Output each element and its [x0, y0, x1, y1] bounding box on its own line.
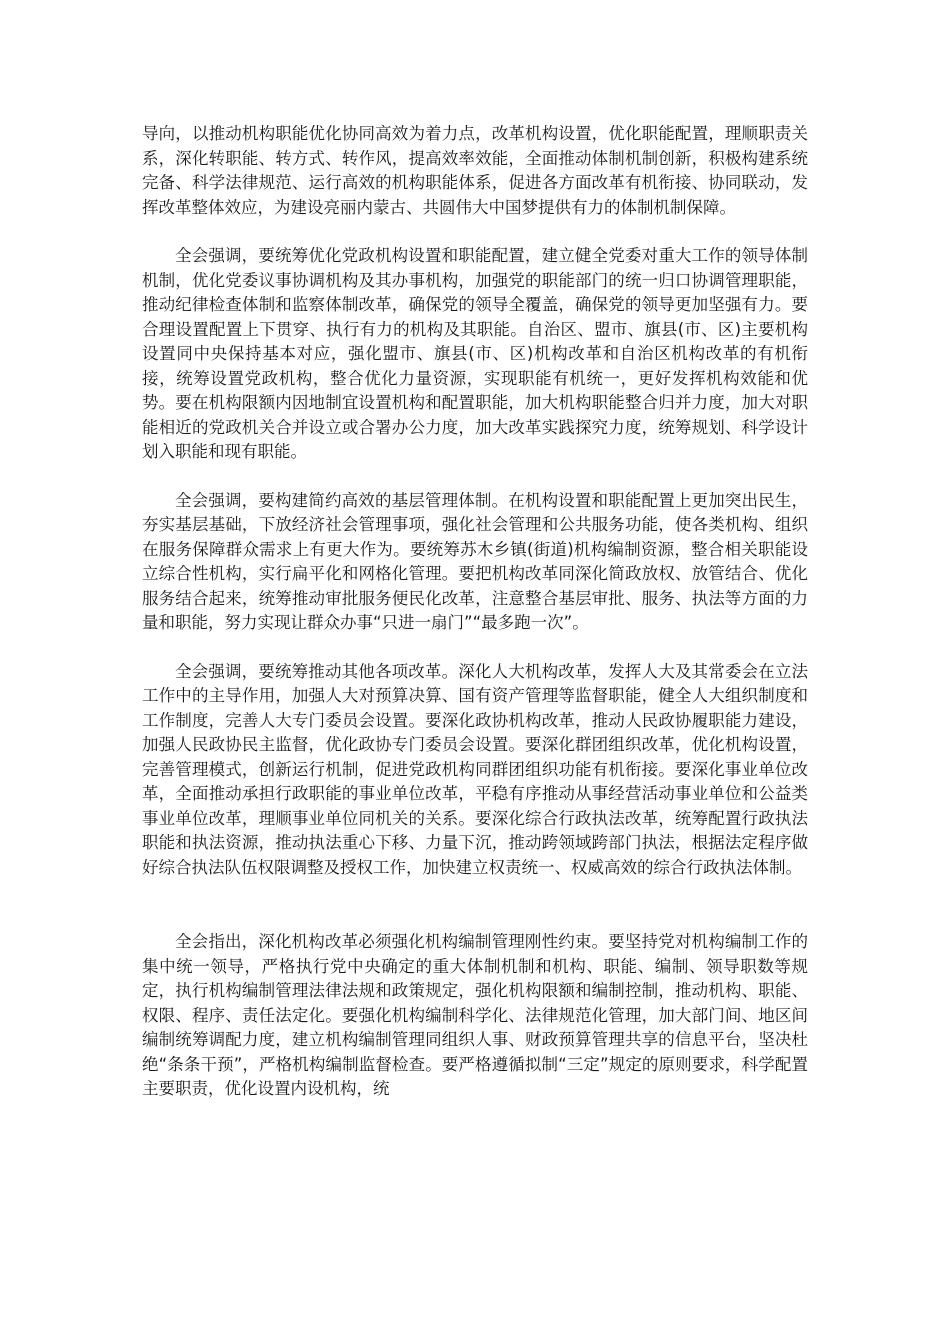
paragraph-1: 导向，以推动机构职能优化协同高效为着力点，改革机构设置，优化职能配置，理顺职责关系，深化转职能、转方式、转作风，提高效率效能，全面推动体制机制创新，积极构建系统完备、科学法律规范、运行高效的机构职能体系，促进各方面改革有机衔接、协同联动，发挥改革整体效应，为建设亮丽内蒙古、共圆伟大中国梦提供有力的体制机制保障。 [142, 124, 808, 217]
paragraph-3: 全会强调，要构建简约高效的基层管理体制。在机构设置和职能配置上更加突出民生，夯实基层基础，下放经济社会管理事项，强化社会管理和公共服务功能，使各类机构、组织在服务保障群众需求上有更大作为。要统筹苏木乡镇(街道)机构编制资源，整合相关职能设立综合性机构，实行扁平化和网格化管理。要把机构改革同深化简政放权、放管结合、优化服务结合起来，统筹推动审批服务便民化改革，注意整合基层审批、服务、执法等方面的力量和职能，努力实现让群众办事“只进一扇门”“最多跑一次”。 [142, 490, 808, 632]
paragraph-2: 全会强调，要统筹优化党政机构设置和职能配置，建立健全党委对重大工作的领导体制机制，优化党委议事协调机构及其办事机构，加强党的职能部门的统一归口协调管理职能，推动纪律检查体制和监察体制改革，确保党的领导全覆盖，确保党的领导更加坚强有力。要合理设置配置上下贯穿、执行有力的机构及其职能。自治区、盟市、旗县(市、区)主要机构设置同中央保持基本对应，强化盟市、旗县(市、区)机构改革和自治区机构改革的有机衔接，统筹设置党政机构，整合优化力量资源，实现职能有机统一，更好发挥机构效能和优势。要在机构限额内因地制宜设置机构和配置职能，加大机构职能整合归并力度，加大对职能相近的党政机关合并设立或合署办公力度，加大改革实践探究力度，统筹规划、科学设计划入职能和现有职能。 [142, 246, 808, 461]
paragraph-5: 全会指出，深化机构改革必须强化机构编制管理刚性约束。要坚持党对机构编制工作的集中统一领导，严格执行党中央确定的重大体制机制和机构、职能、编制、领导职数等规定，执行机构编制管理法律法规和政策规定，强化机构限额和编制控制，推动机构、职能、权限、程序、责任法定化。要强化机构编制科学化、法律规范化管理，加大部门间、地区间编制统筹调配力度，建立机构编制管理同组织人事、财政预算管理共享的信息平台，坚决杜绝“条条干预”，严格机构编制监督检查。要严格遵循拟制“三定”规定的原则要求，科学配置主要职责，优化设置内设机构，统 [142, 932, 808, 1098]
paragraph-4: 全会强调，要统筹推动其他各项改革。深化人大机构改革，发挥人大及其常委会在立法工作中的主导作用，加强人大对预算决算、国有资产管理等监督职能，健全人大组织制度和工作制度，完善人大专门委员会设置。要深化政协机构改革，推动人民政协履职能力建设，加强人民政协民主监督，优化政协专门委员会设置。要深化群团组织改革，优化机构设置，完善管理模式，创新运行机制，促进党政机构同群团组织功能有机衔接。要深化事业单位改革，全面推动承担行政职能的事业单位改革，平稳有序推动从事经营活动事业单位和公益类事业单位改革，理顺事业单位同机关的关系。要深化综合行政执法改革，统筹配置行政执法职能和执法资源，推动执法重心下移、力量下沉，推动跨领域跨部门执法，根据法定程序做好综合执法队伍权限调整及授权工作，加快建立权责统一、权威高效的综合行政执法体制。 [142, 661, 808, 877]
document-body [142, 122, 808, 1102]
